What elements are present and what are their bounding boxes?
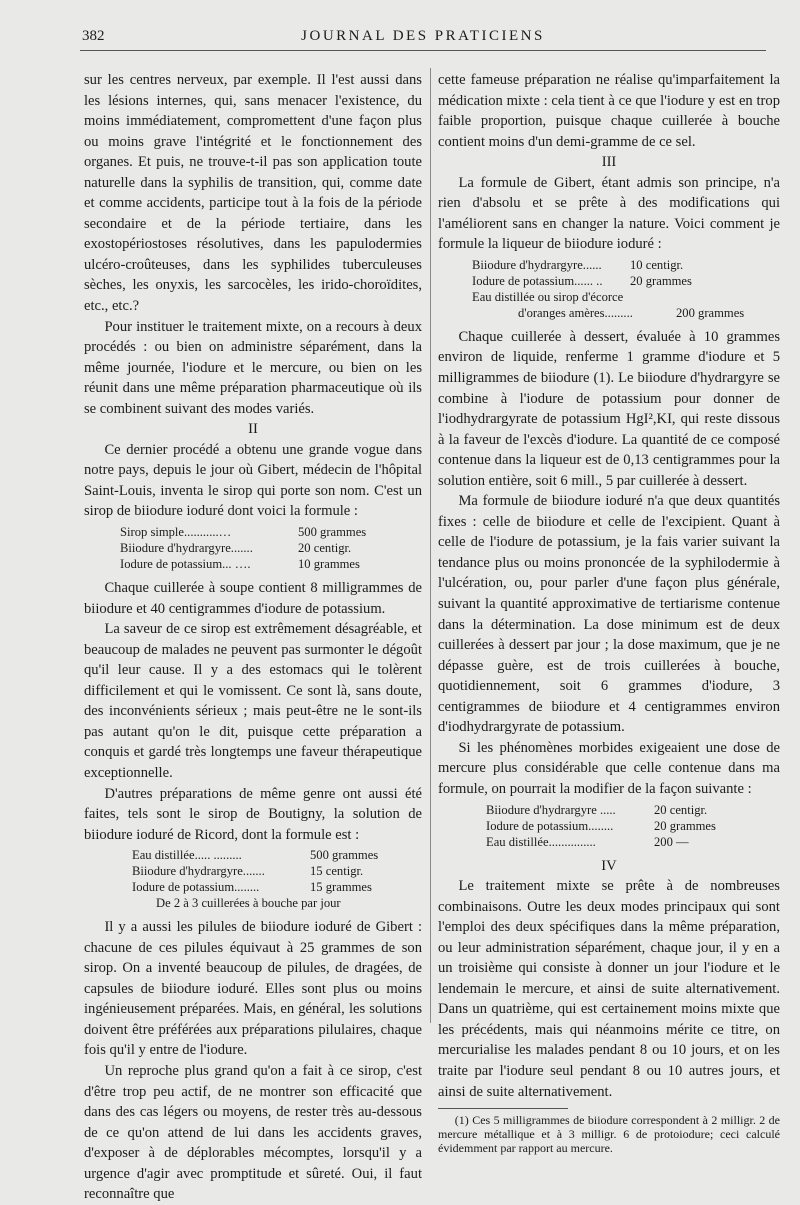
paragraph: La formule de Gibert, étant admis son principe, n'a rien d'absolu et se prête à des modifications qui l'améliorent sans en changer la nature. Voici comment je formule la liqueur de biiodure ioduré : bbox=[438, 174, 780, 253]
formula-author bbox=[438, 257, 780, 321]
paragraph: Un reproche plus grand qu'on a fait à ce sirop, c'est d'être trop peu actif, de ne montrer son efficacité que dans des cas légers ou moyens, de rester très au-dessous de ce qu'on attend de lui dans les accidents graves, d'exposer à de déplorables mécomptes, lorsqu'il y a urgence d'agir avec promptitude et sûreté. Oui, il faut reconnaître que bbox=[84, 1062, 422, 1203]
formula-quantity: 10 grammes bbox=[298, 557, 360, 572]
paragraph: Ma formule de biiodure ioduré n'a que deux quantités fixes : celle de biiodure et celle de l'excipient. Quant à celle de l'iodure de potassium, je la fais varier suivant la tendance plus ou moins prononcée de la syphilodermie à l'ulcération, ou, pour parler d'une façon plus générale, suivant la quantité approximative de tertiarisme contenue dans la détermination. La dose minimum est de deux cuillerées à dessert par jour ; la dose maximum, que je ne dépasse guère, est de trois cuillerées à bouche, quotidiennement, soit 6 grammes d'iodure, 3 centigrammes de biiodure et 4 centigrammes environ d'iodhydrargyrate de potassium. bbox=[438, 493, 780, 736]
formula-modified bbox=[438, 802, 780, 850]
formula-row bbox=[438, 305, 780, 321]
right-column bbox=[438, 70, 780, 1155]
paragraph: Le traitement mixte se prête à de nombreuses combinaisons. Outre les deux modes principaux qui sont l'emploi des deux spécifiques dans la même préparation, ou leur administration séparément, chaque jour, il y en a un troisième qui consiste à donner un jour l'iodure et le lendemain le mercure, et ainsi de suite alternativement. Dans un quatrième, qui est certainement moins mixte que les précédents, mais qui néanmoins mérite ce titre, on mercurialise les malades pendant 8 ou 10 jours, et on les traite par l'iodure seul pendant 8 ou 10 autres jours, et ainsi de suite alternativement. bbox=[438, 878, 780, 1100]
formula-quantity: 15 centigr. bbox=[310, 864, 364, 879]
section-heading-iv: IV bbox=[601, 857, 617, 874]
formula-ingredient: d'oranges amères......... bbox=[518, 305, 633, 320]
page-header bbox=[80, 26, 766, 51]
paragraph: Chaque cuillerée à soupe contient 8 milligrammes de biiodure et 40 centigrammes d'iodure de potassium. bbox=[84, 580, 422, 617]
formula-quantity: 20 centigr. bbox=[298, 541, 352, 556]
formula-dosage-note: De 2 à 3 cuillerées à bouche par jour bbox=[156, 896, 341, 911]
paragraph: Pour instituer le traitement mixte, on a recours à deux procédés : ou bien on administre séparément, dans la même journée, l'iodure et le mercure, ou bien on les réunit dans une même préparation pharmaceutique où ils se combinent suivant des modes variés. bbox=[84, 318, 422, 417]
formula-ricord bbox=[84, 847, 422, 911]
paragraph: sur les centres nerveux, par exemple. Il l'est aussi dans les lésions internes, qui, sans menacer l'existence, du moins immédiatement, compromettent d'une façon plus ou moins grave l'intégrité et le fonctionnement des organes. Et puis, ne trouve-t-il pas son application toute naturelle dans la syphilis de transition, qui, comme date et comme accidents, participe tout à la fois de la période secondaire et de la période tertiaire, dans les exostopériostoses résolutives, dans les papulodermies ulcéro-croûteuses, dans les syphilides tuberculeuses sèches, les onyxis, les sarcocèles, les irido-choroïdites, etc., etc.? bbox=[84, 72, 422, 315]
formula-row bbox=[84, 540, 422, 556]
formula-ingredient: Iodure de potassium... …. bbox=[120, 557, 251, 572]
formula-quantity: 200 grammes bbox=[676, 305, 745, 320]
formula-row bbox=[84, 524, 422, 540]
footnote: (1) Ces 5 milligrammes de biiodure correspondent à 2 milligr. 2 de mercure métallique et à 3 milligr. 6 de protoiodure; ceci calculé évidemment par rapport au mercure. bbox=[438, 1113, 780, 1156]
section-heading-iii: III bbox=[601, 154, 617, 171]
formula-ingredient: Iodure de potassium...... .. bbox=[472, 273, 603, 288]
formula-quantity: 500 grammes bbox=[298, 525, 367, 540]
formula-row bbox=[84, 847, 422, 863]
paragraph: La saveur de ce sirop est extrêmement désagréable, et beaucoup de malades ne peuvent pas surmonter le dégoût qu'il leur cause. Il y a des estomacs qui le tolèrent difficilement et qui le vomissent. Ce sont là, sans doute, des inconvénients sérieux ; mais peut-être ne le sont-ils pas autant qu'on le dit, puisque cette préparation a conquis et gardé très longtemps une faveur thérapeutique exceptionnelle. bbox=[84, 621, 422, 781]
formula-row bbox=[84, 863, 422, 879]
formula-row bbox=[438, 273, 780, 289]
formula-ingredient: Biiodure d'hydrargyre...... bbox=[472, 257, 602, 272]
formula-ingredient: Biiodure d'hydrargyre....... bbox=[132, 864, 265, 879]
formula-ingredient: Biiodure d'hydrargyre ..... bbox=[486, 802, 616, 817]
column-divider bbox=[430, 68, 431, 1023]
formula-quantity: 20 grammes bbox=[654, 818, 716, 833]
formula-row bbox=[438, 257, 780, 273]
paragraph: cette fameuse préparation ne réalise qu'imparfaitement la médication mixte : cela tient à ce que l'iodure y est en trop faible proportion, puisque chaque cuillerée à bouche contient moins d'un demi-gramme de ce sel. bbox=[438, 72, 780, 150]
formula-row bbox=[438, 289, 780, 305]
journal-title: JOURNAL DES PRATICIENS bbox=[301, 28, 545, 44]
formula-ingredient: Eau distillée..... ......... bbox=[132, 848, 242, 863]
formula-row bbox=[438, 834, 780, 850]
formula-ingredient: Iodure de potassium........ bbox=[132, 880, 260, 895]
formula-ingredient: Sirop simple...........… bbox=[120, 525, 232, 540]
formula-quantity: 20 centigr. bbox=[654, 802, 708, 817]
paragraph: Ce dernier procédé a obtenu une grande vogue dans notre pays, depuis le jour où Gibert, médecin de l'hôpital Saint-Louis, inventa le sirop qui porte son nom. C'est un sirop de biiodure ioduré dont voici la formule : bbox=[84, 441, 422, 520]
paragraph: Chaque cuillerée à dessert, évaluée à 10 grammes environ de liquide, renferme 1 gramme d'iodure et 5 milligrammes de biiodure (1). Le biiodure d'hydrargyre se combine à l'iodure de potassium pour donner de l'iodhydrargyrate de potassium HgI²,KI, qui reste dissous à la faveur de l'excès d'iodure. La quantité de ce composé contenue dans la liqueur est de 0,13 centigrammes pour la solution entière, soit 6 mill., 5 par cuillerée à dessert. bbox=[438, 328, 780, 489]
formula-row bbox=[84, 556, 422, 572]
paragraph: Il y a aussi les pilules de biiodure ioduré de Gibert : chacune de ces pilules équivaut à 25 grammes de son sirop. On a inventé beaucoup de pilules, de dragées, de capsules de biiodure ioduré. Elles sont plus ou moins ingénieusement préparées. Mais, en général, les solutions doivent être préférées aux préparations pilulaires, chaque fois qu'il y entre de l'iodure. bbox=[84, 919, 422, 1059]
formula-ingredient: Biiodure d'hydrargyre....... bbox=[120, 541, 253, 556]
formula-ingredient: Eau distillée............... bbox=[486, 834, 596, 849]
page-number: 382 bbox=[82, 28, 105, 44]
formula-row bbox=[438, 802, 780, 818]
formula-quantity: 10 centigr. bbox=[630, 257, 684, 272]
paragraph: D'autres préparations de même genre ont aussi été faites, tels sont le sirop de Boutigny, la solution de biiodure ioduré de Ricord, dont la formule est : bbox=[84, 785, 422, 843]
formula-quantity: 20 grammes bbox=[630, 273, 692, 288]
formula-ingredient: Eau distillée ou sirop d'écorce bbox=[472, 289, 624, 304]
footnote-divider bbox=[438, 1108, 568, 1109]
formula-gibert bbox=[84, 524, 422, 572]
formula-row bbox=[84, 879, 422, 895]
formula-quantity: 200 — bbox=[654, 834, 689, 849]
left-column bbox=[84, 70, 422, 1205]
formula-row bbox=[438, 818, 780, 834]
formula-ingredient: Iodure de potassium........ bbox=[486, 818, 614, 833]
section-heading-ii: II bbox=[248, 421, 258, 438]
formula-quantity: 15 grammes bbox=[310, 880, 372, 895]
formula-quantity: 500 grammes bbox=[310, 848, 379, 863]
paragraph: Si les phénomènes morbides exigeaient une dose de mercure plus considérable que celle contenue dans ma formule, on pourrait la modifier de la façon suivante : bbox=[438, 739, 780, 797]
